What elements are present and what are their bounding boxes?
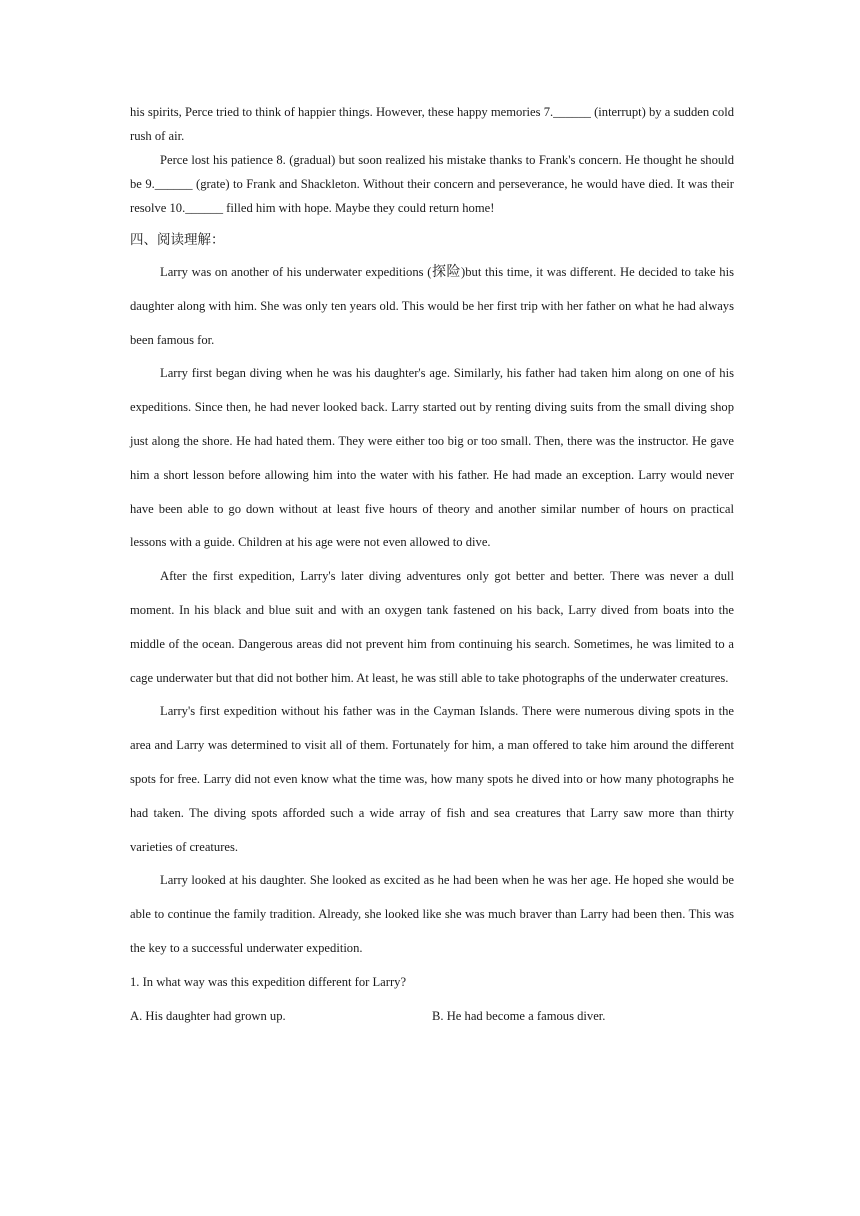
cloze-paragraph: his spirits, Perce tried to think of happier things. However, these happy memories 7.______ (interrupt) by a sudden cold rush of air.: [130, 105, 734, 143]
option-b: B. He had become a famous diver.: [432, 1008, 606, 1023]
reading-passage: [130, 256, 734, 966]
cloze-passage-end: [130, 100, 734, 220]
passage-paragraph: [130, 256, 734, 357]
option-a: A. His daughter had grown up.: [130, 1008, 286, 1023]
passage-paragraph: Larry's first expedition without his father was in the Cayman Islands. There were numerous diving spots in the area and Larry was determined to visit all of them. Fortunately for him, a man offered to take him around the different spots for free. Larry did not even know what the time was, how many spots he dived into or how many photographs he had taken. The diving spots afforded such a wide array of fish and sea creatures that Larry saw more than thirty varieties of creatures.: [130, 704, 734, 854]
document-page: [130, 100, 734, 1033]
passage-paragraph: Larry looked at his daughter. She looked as excited as he had been when he was her age. He hoped she would be able to continue the family tradition. Already, she looked like she was much braver than Larry had been then. This was the key to a successful underwater expedition.: [130, 873, 734, 955]
passage-paragraph: After the first expedition, Larry's later diving adventures only got better and better. There was never a dull moment. In his black and blue suit and with an oxygen tank fastened on his back, Larry dived from boats into the middle of the ocean. Dangerous areas did not prevent him from continuing his search. Sometimes, he was limited to a cage underwater but that did not bother him. At least, he was still able to take photographs of the underwater creatures.: [130, 569, 734, 685]
chinese-gloss: 探险: [431, 264, 462, 280]
cloze-paragraph: Perce lost his patience 8. (gradual) but soon realized his mistake thanks to Frank's concern. He thought he should be 9.______ (grate) to Frank and Shackleton. Without their concern and perseverance, he would have died. It was their resolve 10.______ filled him with hope. Maybe they could return home!: [130, 153, 734, 215]
question-text: 1. In what way was this expedition different for Larry?: [130, 974, 407, 989]
question-options: [130, 1000, 734, 1034]
section-heading: 四、阅读理解：: [130, 232, 225, 248]
text-span: Larry was on another of his underwater expeditions (: [160, 265, 432, 279]
text-span: )but this time, it was different. He decided to take his daughter along with him. She was only ten years old. This would be her first trip with her father on what he had always been famous for.: [130, 265, 735, 347]
passage-paragraph: Larry first began diving when he was his daughter's age. Similarly, his father had taken him along on one of his expeditions. Since then, he had never looked back. Larry started out by renting diving suits from the small diving shop just along the shore. He had hated them. They were either too big or too small. Then, there was the instructor. He gave him a short lesson before allowing him into the water with his father. He had made an exception. Larry would never have been able to go down without at least five hours of theory and another similar number of hours on practical lessons with a guide. Children at his age were not even allowed to dive.: [130, 366, 734, 550]
